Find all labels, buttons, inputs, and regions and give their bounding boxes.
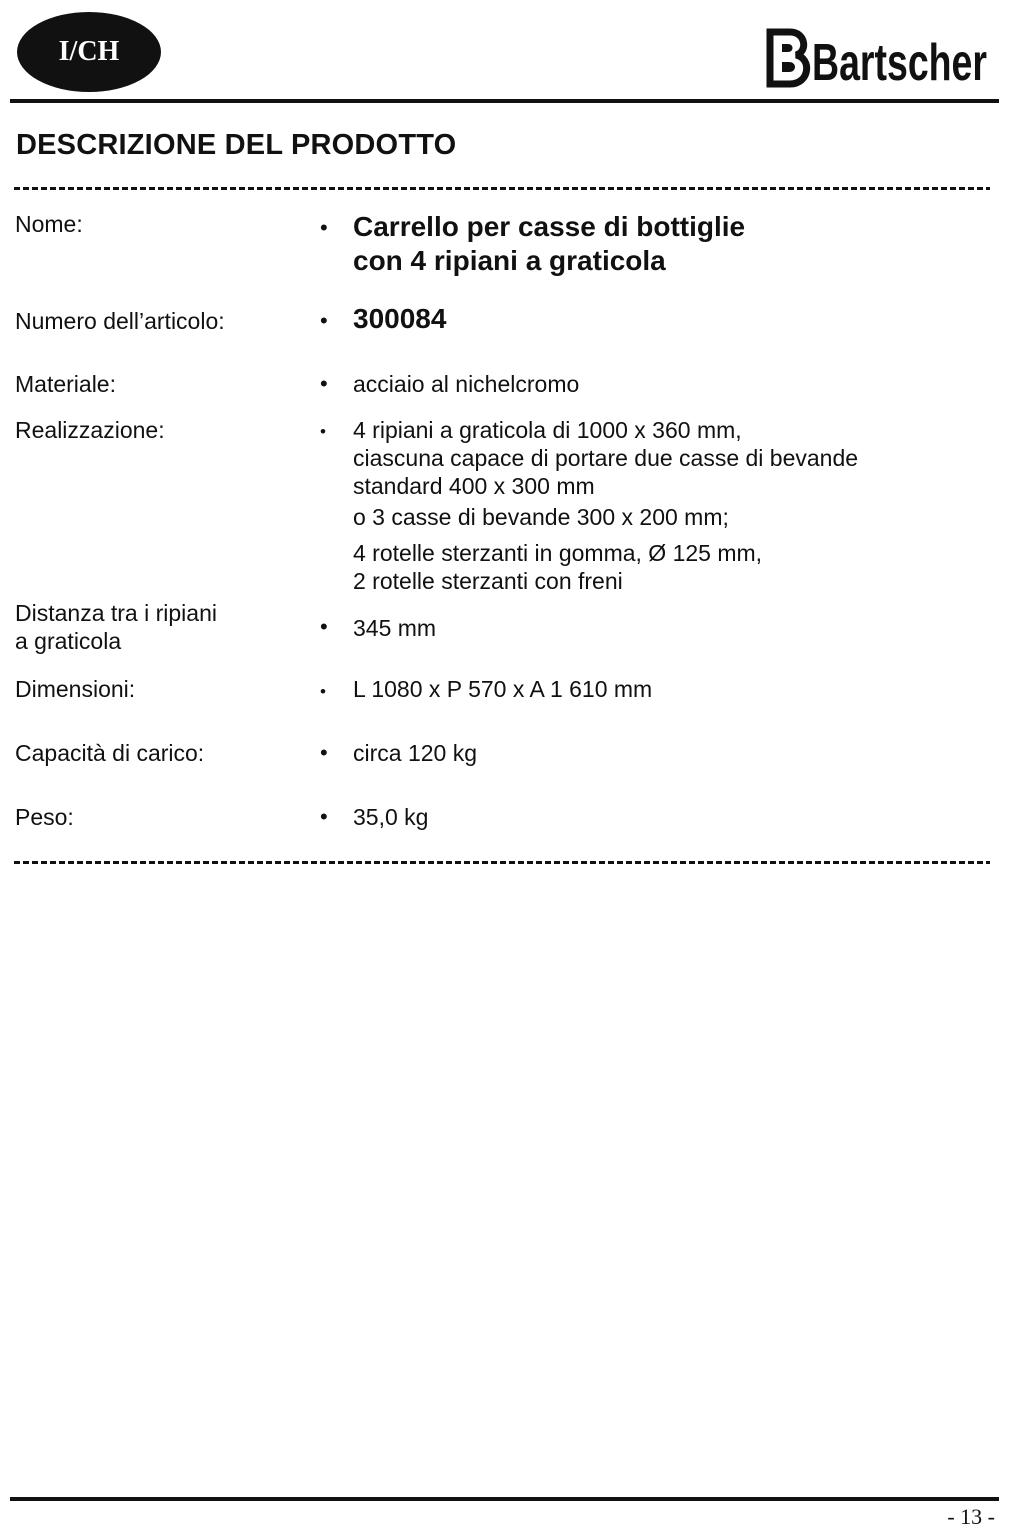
spec-value-line: 4 rotelle sterzanti in gomma, Ø 125 mm, — [353, 540, 763, 566]
spec-value-line: con 4 ripiani a graticola — [353, 245, 666, 276]
spec-value-line: circa 120 kg — [353, 740, 478, 766]
spec-value-line: acciaio al nichelcromo — [353, 371, 580, 397]
bullet-icon: • — [320, 422, 326, 441]
spacer — [353, 531, 858, 539]
spec-label: Materiale: — [15, 371, 116, 397]
bartscher-logo — [766, 20, 991, 94]
spec-value-line: 345 mm — [353, 615, 437, 641]
spec-label: Dimensioni: — [15, 676, 136, 702]
spec-value — [353, 739, 477, 767]
spec-value — [353, 210, 745, 278]
spec-value — [353, 416, 858, 595]
region-badge-text: I/CH — [58, 36, 120, 67]
spec-label: Peso: — [15, 804, 74, 830]
spec-value-line: ciascuna capace di portare due casse di bevande — [353, 445, 859, 471]
spec-value-line: standard 400 x 300 mm — [353, 473, 595, 499]
logo-text: Bartscher — [812, 34, 987, 92]
spec-value-line: L 1080 x P 570 x A 1 610 mm — [353, 676, 653, 702]
page-number: - 13 - — [947, 1504, 995, 1529]
bullet-icon: • — [320, 804, 328, 829]
spec-label: Realizzazione: — [15, 417, 165, 443]
bullet-icon: • — [320, 215, 328, 240]
dashed-separator-top — [14, 187, 990, 190]
spec-label: Nome: — [15, 211, 83, 237]
spec-value-line: Carrello per casse di bottiglie — [353, 211, 746, 242]
bullet-icon: • — [320, 682, 326, 701]
spec-value — [353, 675, 652, 703]
spec-label: Numero dell’articolo: — [15, 308, 225, 334]
region-badge — [17, 12, 161, 92]
spec-value-line: o 3 casse di bevande 300 x 200 mm; — [353, 504, 729, 530]
spec-label: Capacità di carico: — [15, 740, 205, 766]
spec-label — [15, 599, 217, 655]
dashed-separator-bottom — [14, 861, 990, 864]
spec-value-line: 2 rotelle sterzanti con freni — [353, 568, 623, 594]
header-rule — [10, 99, 999, 103]
bullet-icon: • — [320, 740, 328, 765]
bullet-icon: • — [320, 614, 328, 639]
spec-value — [353, 803, 428, 831]
spec-value-line: 4 ripiani a graticola di 1000 x 360 mm, — [353, 417, 742, 443]
page-title: DESCRIZIONE DEL PRODOTTO — [16, 129, 457, 161]
spec-value — [353, 614, 436, 642]
spec-value-line: 300084 — [353, 303, 447, 334]
spec-label-line: Distanza tra i ripiani — [15, 600, 217, 626]
footer-rule — [10, 1497, 999, 1501]
spec-value — [353, 302, 446, 336]
bullet-icon: • — [320, 308, 328, 333]
spec-value-line: 35,0 kg — [353, 804, 429, 830]
bullet-icon: • — [320, 371, 328, 396]
spec-value — [353, 370, 579, 398]
spec-label-line: a graticola — [15, 628, 122, 654]
